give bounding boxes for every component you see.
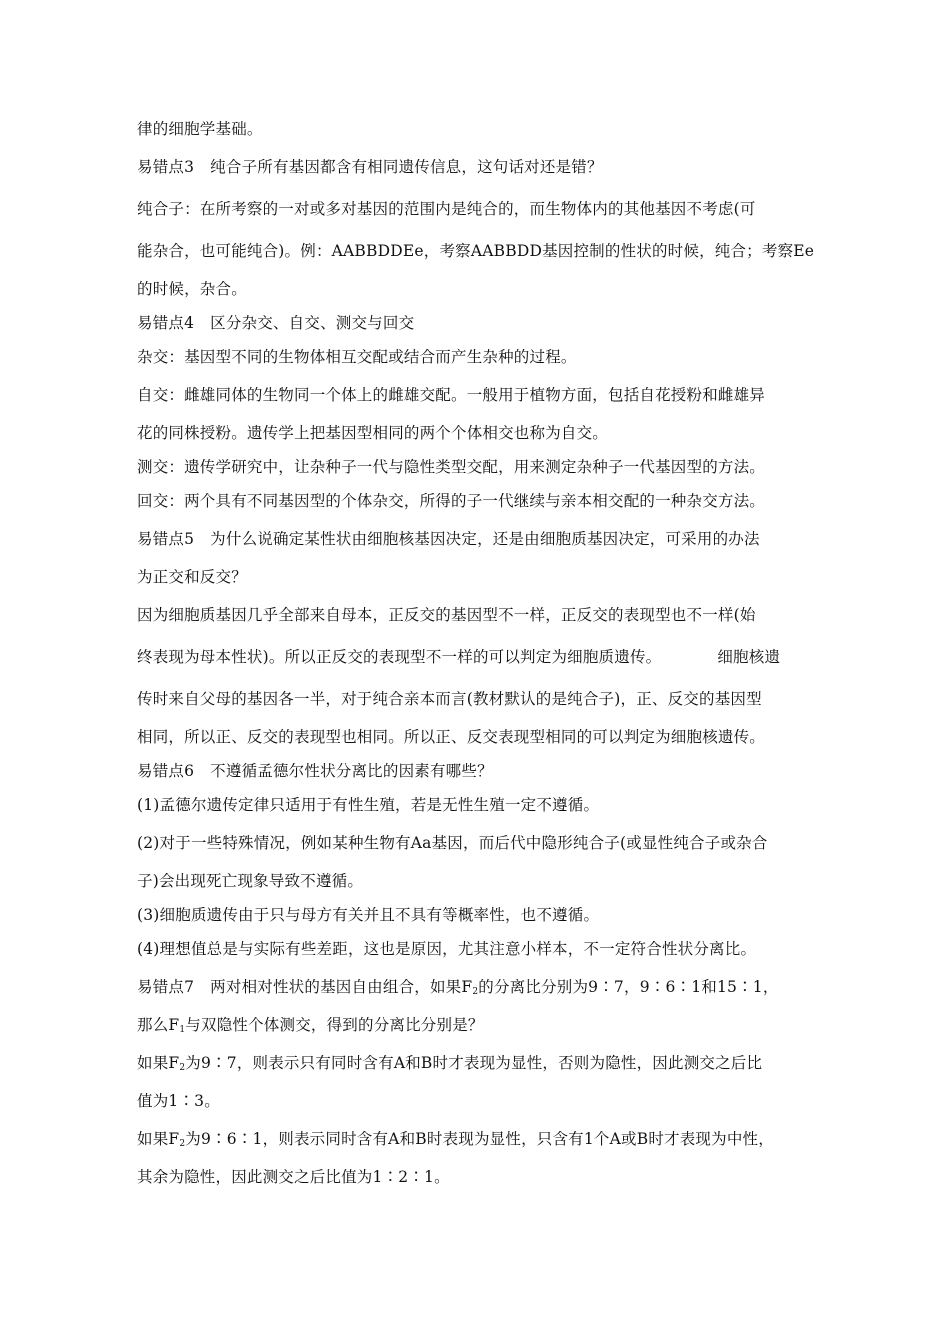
text-line: 那么$F_1$与双隐性个体测交，得到的分离比分别是？: [137, 1016, 484, 1035]
text-line: 律的细胞学基础。: [137, 120, 263, 138]
text-line: 杂交：基因型不同的生物体相互交配或结合而产生杂种的过程。: [137, 348, 577, 366]
text-line: 终表现为母本性状)。所以正反交的表现型不一样的可以判定为细胞质遗传。 细胞核遗: [137, 648, 781, 666]
text-line: 测交：遗传学研究中，让杂种子一代与隐性类型交配，用来测定杂种子一代基因型的方法。: [137, 458, 766, 476]
text-line: 子)会出现死亡现象导致不遵循。: [137, 872, 364, 890]
text-line: 为正交和反交？: [137, 568, 247, 586]
subscript: 2: [179, 1063, 186, 1073]
subscript: 1: [179, 1025, 186, 1035]
text-line: 纯合子：在所考察的一对或多对基因的范围内是纯合的，而生物体内的其他基因不考虑(可: [137, 200, 756, 218]
text-line: 其余为隐性，因此测交之后比值为1∶2∶1。: [137, 1168, 450, 1186]
subscript: 2: [179, 1139, 186, 1149]
error-point-heading: 易错点6 不遵循孟德尔性状分离比的因素有哪些？: [137, 762, 493, 780]
text-line: 相同，所以正、反交的表现型也相同。所以正、反交表现型相同的可以判定为细胞核遗传。: [137, 728, 766, 746]
error-point-heading: 易错点5 为什么说确定某性状由细胞核基因决定，还是由细胞质基因决定，可采用的办法: [137, 530, 760, 548]
text-line: 值为1∶3。: [137, 1092, 220, 1110]
error-point-label: 易错点6: [137, 762, 195, 780]
error-point-heading: 易错点3 纯合子所有基因都含有相同遗传信息，这句话对还是错？: [137, 158, 603, 176]
text-line: 因为细胞质基因几乎全部来自母本，正反交的基因型不一样，正反交的表现型也不一样(始: [137, 606, 756, 624]
error-point-label: 易错点3: [137, 158, 195, 176]
error-point-heading: 易错点7 两对相对性状的基因自由组合，如果$F_2$的分离比分别为9∶7，9∶6∶1和15∶1，: [137, 978, 779, 997]
text-line: (2)对于一些特殊情况，例如某种生物有Aa基因，而后代中隐形纯合子(或显性纯合子或杂合: [137, 834, 768, 852]
text-line: 花的同株授粉。遗传学上把基因型相同的两个个体相交也称为自交。: [137, 424, 609, 442]
error-point-label: 易错点4: [137, 314, 195, 332]
text-line: 回交：两个具有不同基因型的个体杂交，所得的子一代继续与亲本相交配的一种杂交方法。: [137, 492, 766, 510]
text-line: 如果$F_2$为9∶6∶1，则表示同时含有A和B时表现为显性，只含有1个A或B时才表现为中性，: [137, 1130, 774, 1149]
text-line: (1)孟德尔遗传定律只适用于有性生殖，若是无性生殖一定不遵循。: [137, 796, 600, 814]
text-line: 自交：雌雄同体的生物同一个体上的雌雄交配。一般用于植物方面，包括自花授粉和雌雄异: [137, 386, 766, 404]
text-line: (3)细胞质遗传由于只与母方有关并且不具有等概率性，也不遵循。: [137, 906, 600, 924]
error-point-label: 易错点5: [137, 530, 195, 548]
text-line: 的时候，杂合。: [137, 280, 247, 298]
error-point-label: 易错点7: [137, 978, 195, 996]
text-line: 传时来自父母的基因各一半，对于纯合亲本而言(教材默认的是纯合子)，正、反交的基因型: [137, 690, 762, 708]
text-line: (4)理想值总是与实际有些差距，这也是原因，尤其注意小样本，不一定符合性状分离比。: [137, 940, 757, 958]
text-line: 能杂合，也可能纯合)。例：AABBDDEe，考察AABBDD基因控制的性状的时候，纯合；考察Ee: [137, 242, 815, 260]
subscript: 2: [472, 987, 479, 997]
error-point-heading: 易错点4 区分杂交、自交、测交与回交: [137, 314, 415, 332]
text-line: 如果$F_2$为9∶7，则表示只有同时含有A和B时才表现为显性，否则为隐性，因此测交之后比: [137, 1054, 763, 1073]
